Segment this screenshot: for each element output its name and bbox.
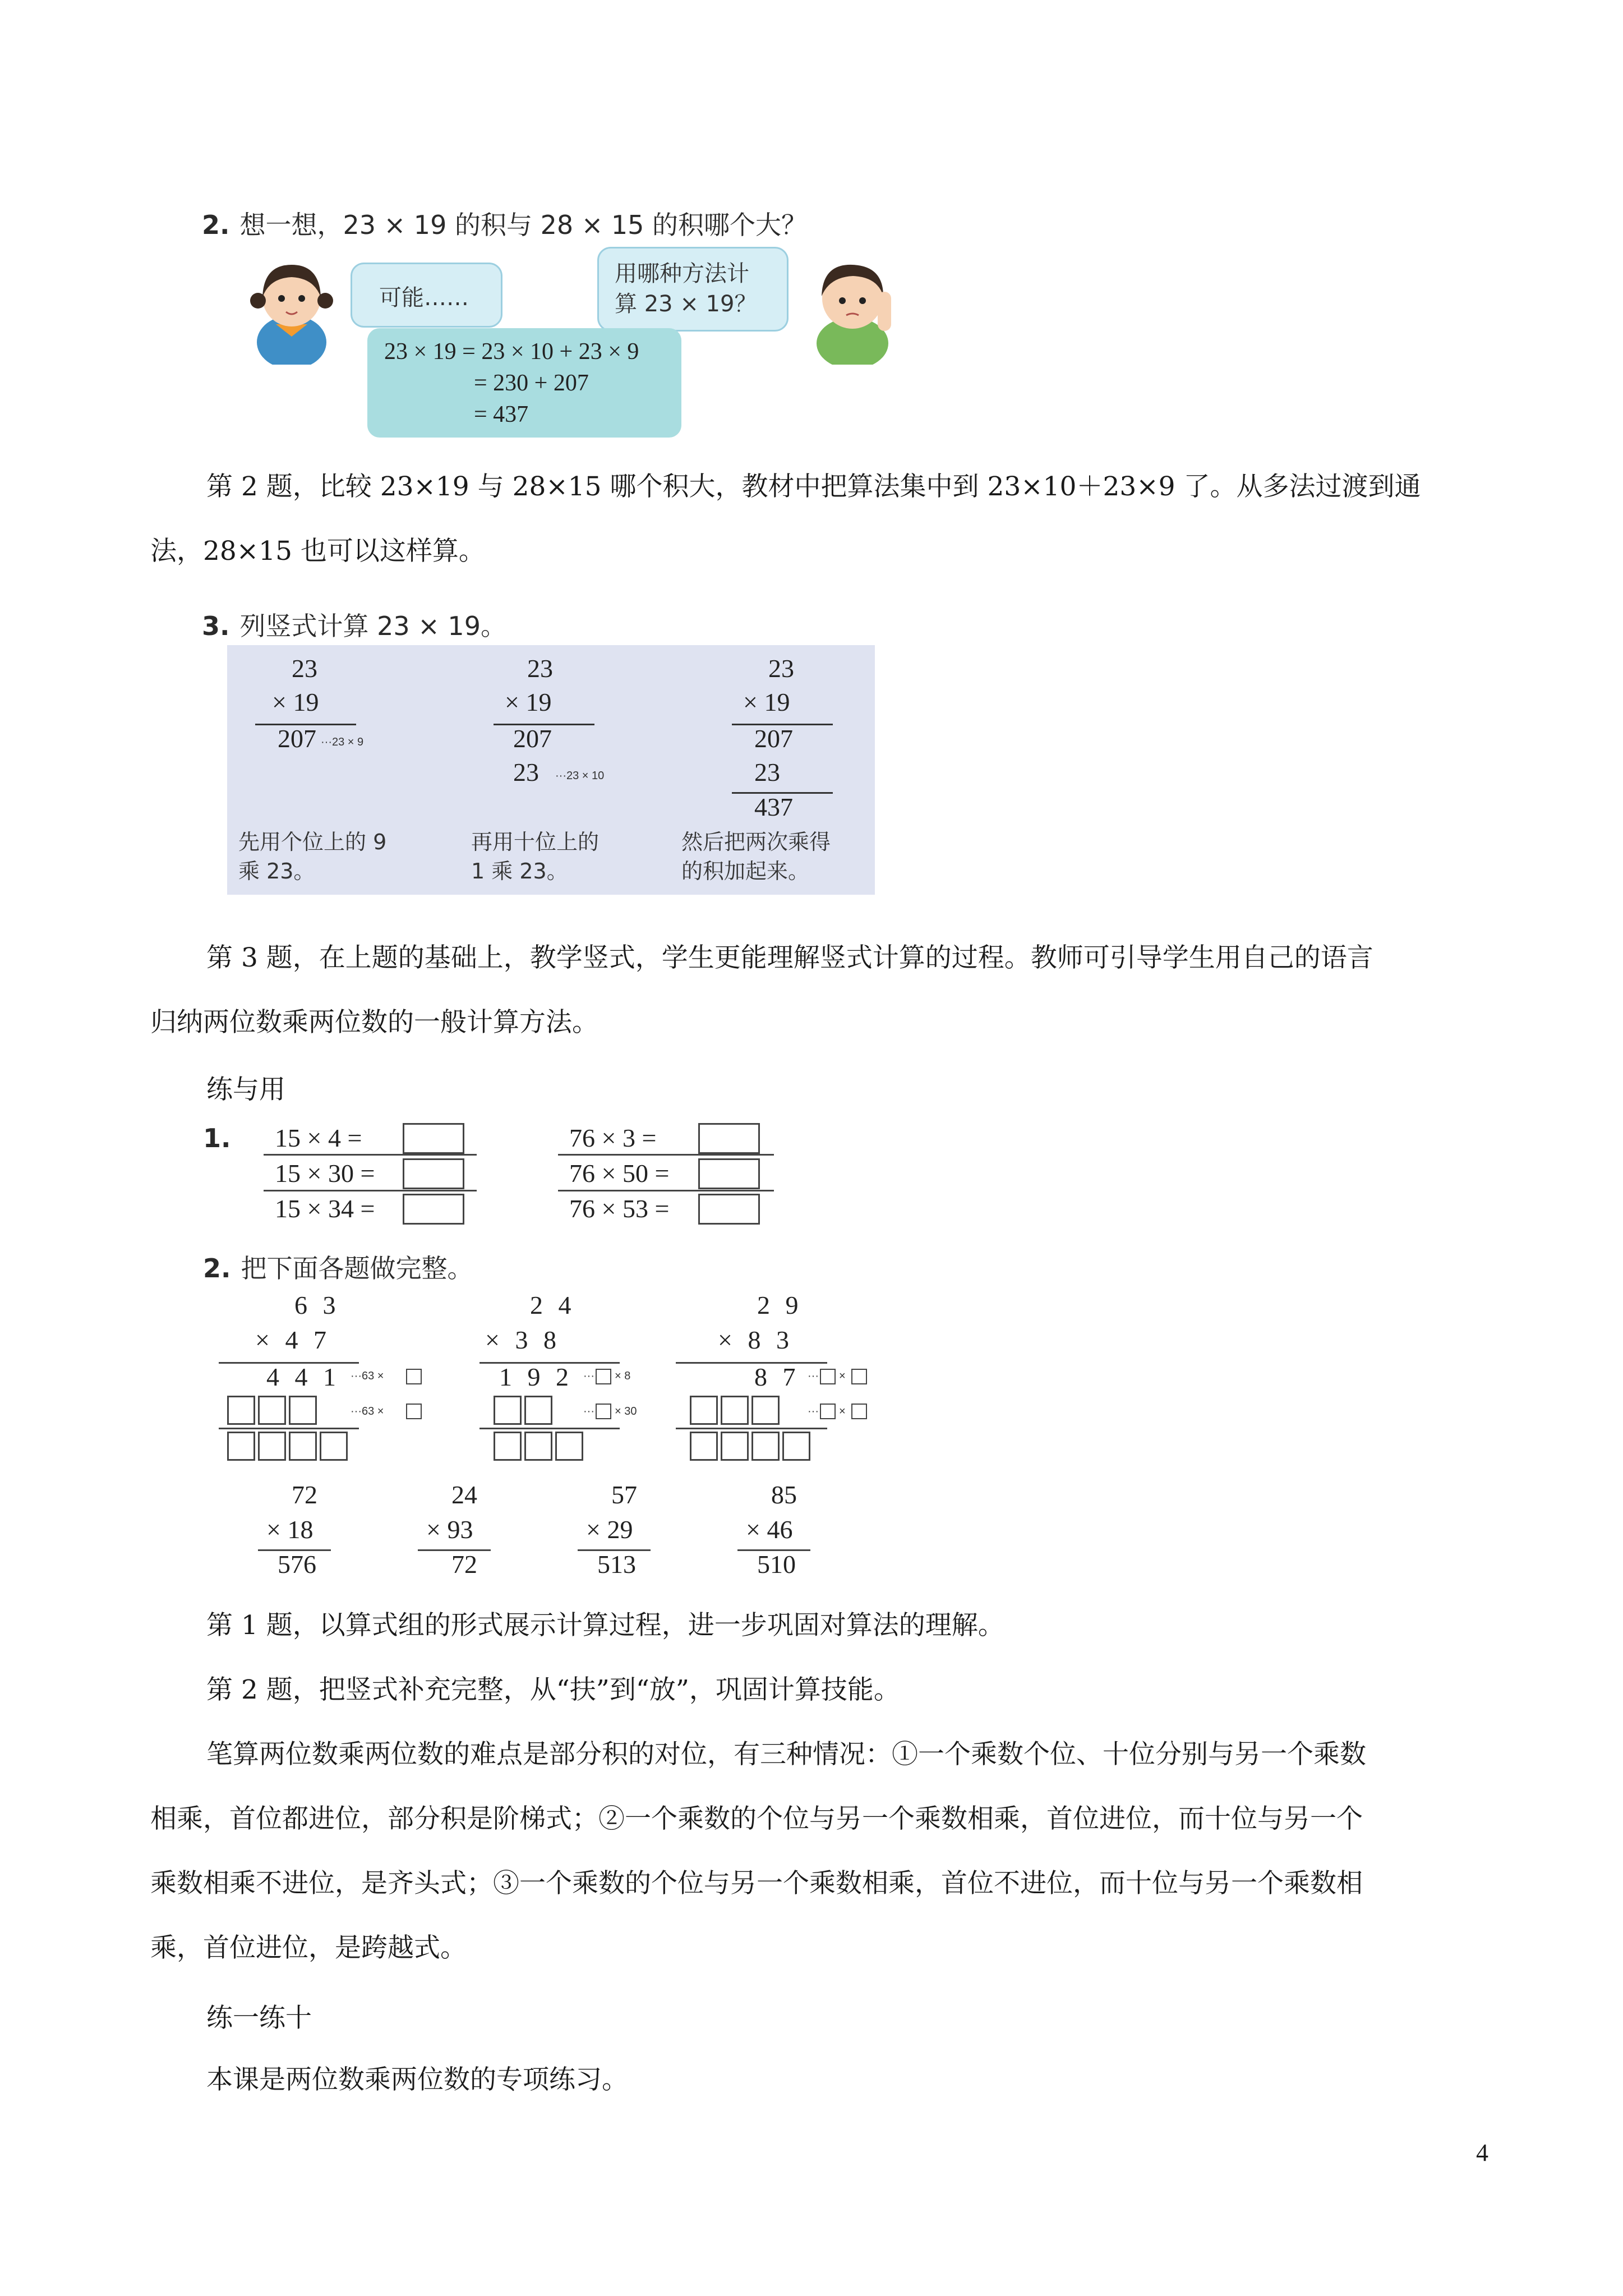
p3c-multiplicand: 57 [611, 1480, 637, 1509]
q3-title [202, 606, 506, 643]
p1-right-eq3: 76 × 53 = [569, 1194, 670, 1223]
q3-col2-partial1: 207 [513, 724, 552, 753]
p2a-multiplier: × 4 7 [255, 1326, 331, 1354]
para6-line1: 本课是两位数乘两位数的专项练习。 [206, 2064, 628, 2095]
p1-right-rule1 [558, 1154, 774, 1156]
para5-line4: 乘，首位进位，是跨越式。 [150, 1932, 467, 1963]
p2c-rule1 [676, 1362, 827, 1364]
p1-left-rule2 [264, 1190, 477, 1191]
p2b-note1-box[interactable] [596, 1369, 611, 1384]
q3-col1-multiplier: × 19 [272, 688, 319, 716]
p1-right-answer-box1[interactable] [698, 1123, 760, 1154]
q3-col3-multiplicand: 23 [768, 654, 794, 683]
p3d-multiplier: × 46 [746, 1515, 793, 1544]
p2b-product-box2[interactable] [524, 1432, 552, 1461]
practice-heading: 练与用 [206, 1074, 285, 1105]
p2c-note1-box-a[interactable] [820, 1369, 836, 1384]
p3b-multiplier: × 93 [426, 1515, 473, 1544]
p1-right-eq1: 76 × 3 = [569, 1124, 657, 1152]
p3d-multiplicand: 85 [771, 1480, 797, 1509]
p2-text: 把下面各题做完整。 [241, 1253, 473, 1283]
p3a-multiplier: × 18 [266, 1515, 313, 1544]
p2c-product-box4[interactable] [782, 1432, 810, 1461]
p3c-multiplier: × 29 [586, 1515, 633, 1544]
q2-title [202, 205, 807, 242]
p2c-note1-box-b[interactable] [851, 1369, 867, 1384]
p2c-partial2-box3[interactable] [751, 1396, 780, 1425]
p2c-rule2 [676, 1428, 827, 1429]
p2b-partial2-box2[interactable] [524, 1396, 552, 1425]
p2b-multiplicand: 2 4 [530, 1291, 576, 1319]
p3b-result: 72 [451, 1550, 477, 1579]
p3a-multiplicand: 72 [292, 1480, 317, 1509]
p2c-partial2-box2[interactable] [721, 1396, 749, 1425]
p2c-multiplier: × 8 3 [718, 1326, 794, 1354]
para2-line1: 第 3 题，在上题的基础上，教学竖式，学生更能理解竖式计算的过程。教师可引导学生用自己的语言 [206, 942, 1373, 973]
p2b-multiplier: × 3 8 [485, 1326, 561, 1354]
q3-col1-multiplicand: 23 [292, 654, 317, 683]
para5-line3: 乘数相乘不进位，是齐头式；③一个乘数的个位与另一个乘数相乘，首位不进位，而十位与另一个乘数相 [150, 1868, 1363, 1899]
p2a-partial2-box2[interactable] [258, 1396, 286, 1425]
q3-col2-caption-line2: 1 乘 23。 [471, 859, 568, 884]
p2c-product-box2[interactable] [721, 1432, 749, 1461]
boy-speech-line1: 用哪种方法计 [615, 261, 749, 287]
p1-right-answer-box2[interactable] [698, 1158, 760, 1189]
paragraph-q2-explanation [150, 454, 1496, 583]
calc-line-3: = 437 [474, 402, 529, 427]
paragraph-q3-explanation [150, 926, 1496, 1055]
p2a-rule2 [219, 1428, 359, 1429]
p2c-note2-box-a[interactable] [820, 1404, 836, 1419]
q3-col1-caption-line2: 乘 23。 [238, 859, 315, 884]
p2c-product-box1[interactable] [690, 1432, 718, 1461]
q3-col3-caption-line2: 的积加起来。 [681, 859, 810, 884]
q3-text: 列竖式计算 23 × 19。 [239, 611, 506, 641]
p1-left-eq1: 15 × 4 = [275, 1124, 362, 1152]
p2b-product-box3[interactable] [555, 1432, 583, 1461]
paragraph-lesson-summary [150, 2047, 1496, 2112]
section-heading-practice-ten: 练一练十 [206, 2003, 312, 2033]
q3-col2-partial2: 23 [513, 758, 539, 786]
p2a-partial2-box1[interactable] [227, 1396, 255, 1425]
p2a-note2-box[interactable] [406, 1404, 422, 1419]
p1-left-answer-box1[interactable] [403, 1123, 464, 1154]
p2a-note1: ···63 × [351, 1370, 384, 1382]
p2b-note1-suffix: × 8 [615, 1370, 631, 1382]
q2-number: 2. [202, 210, 230, 240]
p1-left-eq3: 15 × 34 = [275, 1194, 375, 1223]
p2b-note2-suffix: × 30 [615, 1405, 637, 1418]
q3-col1-caption [238, 827, 386, 886]
boy-illustration [799, 252, 906, 365]
para5-line2: 相乘，首位都进位，部分积是阶梯式；②一个乘数的个位与另一个乘数相乘，首位进位，而十位与另一个 [150, 1803, 1363, 1834]
q3-col2-multiplier: × 19 [505, 688, 552, 716]
p2b-partial1: 1 9 2 [499, 1363, 573, 1391]
p2a-product-box2[interactable] [258, 1432, 286, 1461]
q3-col2-caption-line1: 再用十位上的 [471, 830, 600, 854]
para1-line2: 法，28×15 也可以这样算。 [150, 536, 485, 567]
p2a-note2: ···63 × [351, 1405, 384, 1418]
p2c-note2-box-b[interactable] [851, 1404, 867, 1419]
p2-title [203, 1248, 473, 1285]
p2b-note2-box[interactable] [596, 1404, 611, 1419]
para1-line1: 第 2 题，比较 23×19 与 28×15 哪个积大，教材中把算法集中到 23×10＋23×9 了。从多法过渡到通 [206, 471, 1421, 502]
p2b-rule2 [479, 1428, 620, 1429]
q3-col3-caption [681, 827, 831, 886]
q3-col2-note: ···23 × 10 [555, 770, 605, 782]
q3-col3-multiplier: × 19 [743, 688, 790, 716]
paragraph-difficulty [150, 1722, 1496, 1980]
p2c-multiplicand: 2 9 [757, 1291, 803, 1319]
p2b-note1-prefix: ··· [583, 1370, 594, 1382]
q3-col1-note: ···23 × 9 [321, 736, 364, 748]
p1-number: 1. [203, 1123, 231, 1153]
p2c-partial1: 8 7 [754, 1363, 800, 1391]
para3-line1: 第 1 题，以算式组的形式展示计算过程，进一步巩固对算法的理解。 [206, 1610, 1004, 1641]
p3d-result: 510 [757, 1550, 796, 1579]
q2-calculation-box [367, 328, 681, 438]
paragraph-p2-explanation [150, 1658, 1496, 1722]
p2c-partial2-box1[interactable] [690, 1396, 718, 1425]
q2-text: 想一想，23 × 19 的积与 28 × 15 的积哪个大？ [239, 210, 808, 240]
q3-col2-caption [471, 827, 599, 886]
boy-speech-bubble [597, 247, 789, 332]
p2a-partial1: 4 4 1 [266, 1363, 340, 1391]
p2a-product-box3[interactable] [289, 1432, 317, 1461]
para2-line2: 归纳两位数乘两位数的一般计算方法。 [150, 1007, 598, 1038]
p1-left-answer-box3[interactable] [403, 1194, 464, 1225]
q3-number: 3. [202, 611, 230, 641]
p3c-result: 513 [597, 1550, 636, 1579]
p2c-note1-prefix: ··· [808, 1370, 819, 1382]
p1-left-rule1 [264, 1154, 477, 1156]
p2c-note2-prefix: ··· [808, 1405, 819, 1418]
p1-left-eq2: 15 × 30 = [275, 1159, 375, 1188]
q3-col1-caption-line1: 先用个位上的 9 [238, 830, 387, 854]
para5-line1: 笔算两位数乘两位数的难点是部分积的对位，有三种情况：①一个乘数个位、十位分别与另一个乘数 [206, 1739, 1366, 1770]
page-number: 4 [1476, 2139, 1488, 2166]
q3-col3-partial1: 207 [754, 724, 793, 753]
q3-col2-multiplicand: 23 [527, 654, 553, 683]
p2-number: 2. [203, 1253, 231, 1283]
p2c-note1-times: × [839, 1370, 846, 1382]
p2c-note2-times: × [839, 1405, 846, 1418]
p2a-note1-box[interactable] [406, 1369, 422, 1384]
p2a-multiplicand: 6 3 [294, 1291, 340, 1319]
p2a-product-box1[interactable] [227, 1432, 255, 1461]
p3a-result: 576 [278, 1550, 316, 1579]
p2c-product-box3[interactable] [751, 1432, 780, 1461]
p2b-note2-prefix: ··· [583, 1405, 594, 1418]
p3b-multiplicand: 24 [451, 1480, 477, 1509]
girl-illustration [241, 252, 342, 365]
q3-col3-caption-line1: 然后把两次乘得 [681, 830, 831, 854]
girl-speech-bubble [351, 263, 502, 328]
p2b-product-box1[interactable] [494, 1432, 522, 1461]
girl-speech-text: 可能…… [379, 285, 469, 311]
q3-col3-product: 437 [754, 793, 793, 821]
p1-right-rule2 [558, 1190, 774, 1191]
q3-col3-partial2: 23 [754, 758, 780, 786]
calc-line-2: = 230 + 207 [474, 370, 589, 396]
p1-right-answer-box3[interactable] [698, 1194, 760, 1225]
q3-col1-partial1: 207 [278, 724, 316, 753]
p2a-partial2-box3[interactable] [289, 1396, 317, 1425]
paragraph-p1-explanation [150, 1593, 1496, 1658]
p2b-partial2-box1[interactable] [494, 1396, 522, 1425]
calc-line-1: 23 × 19 = 23 × 10 + 23 × 9 [384, 339, 639, 365]
p1-right-eq2: 76 × 50 = [569, 1159, 670, 1188]
p1-left-answer-box2[interactable] [403, 1158, 464, 1189]
p2a-product-box4[interactable] [320, 1432, 348, 1461]
para4-line1: 第 2 题，把竖式补充完整，从“扶”到“放”，巩固计算技能。 [206, 1674, 900, 1705]
boy-speech-line2: 算 23 × 19？ [615, 291, 757, 317]
